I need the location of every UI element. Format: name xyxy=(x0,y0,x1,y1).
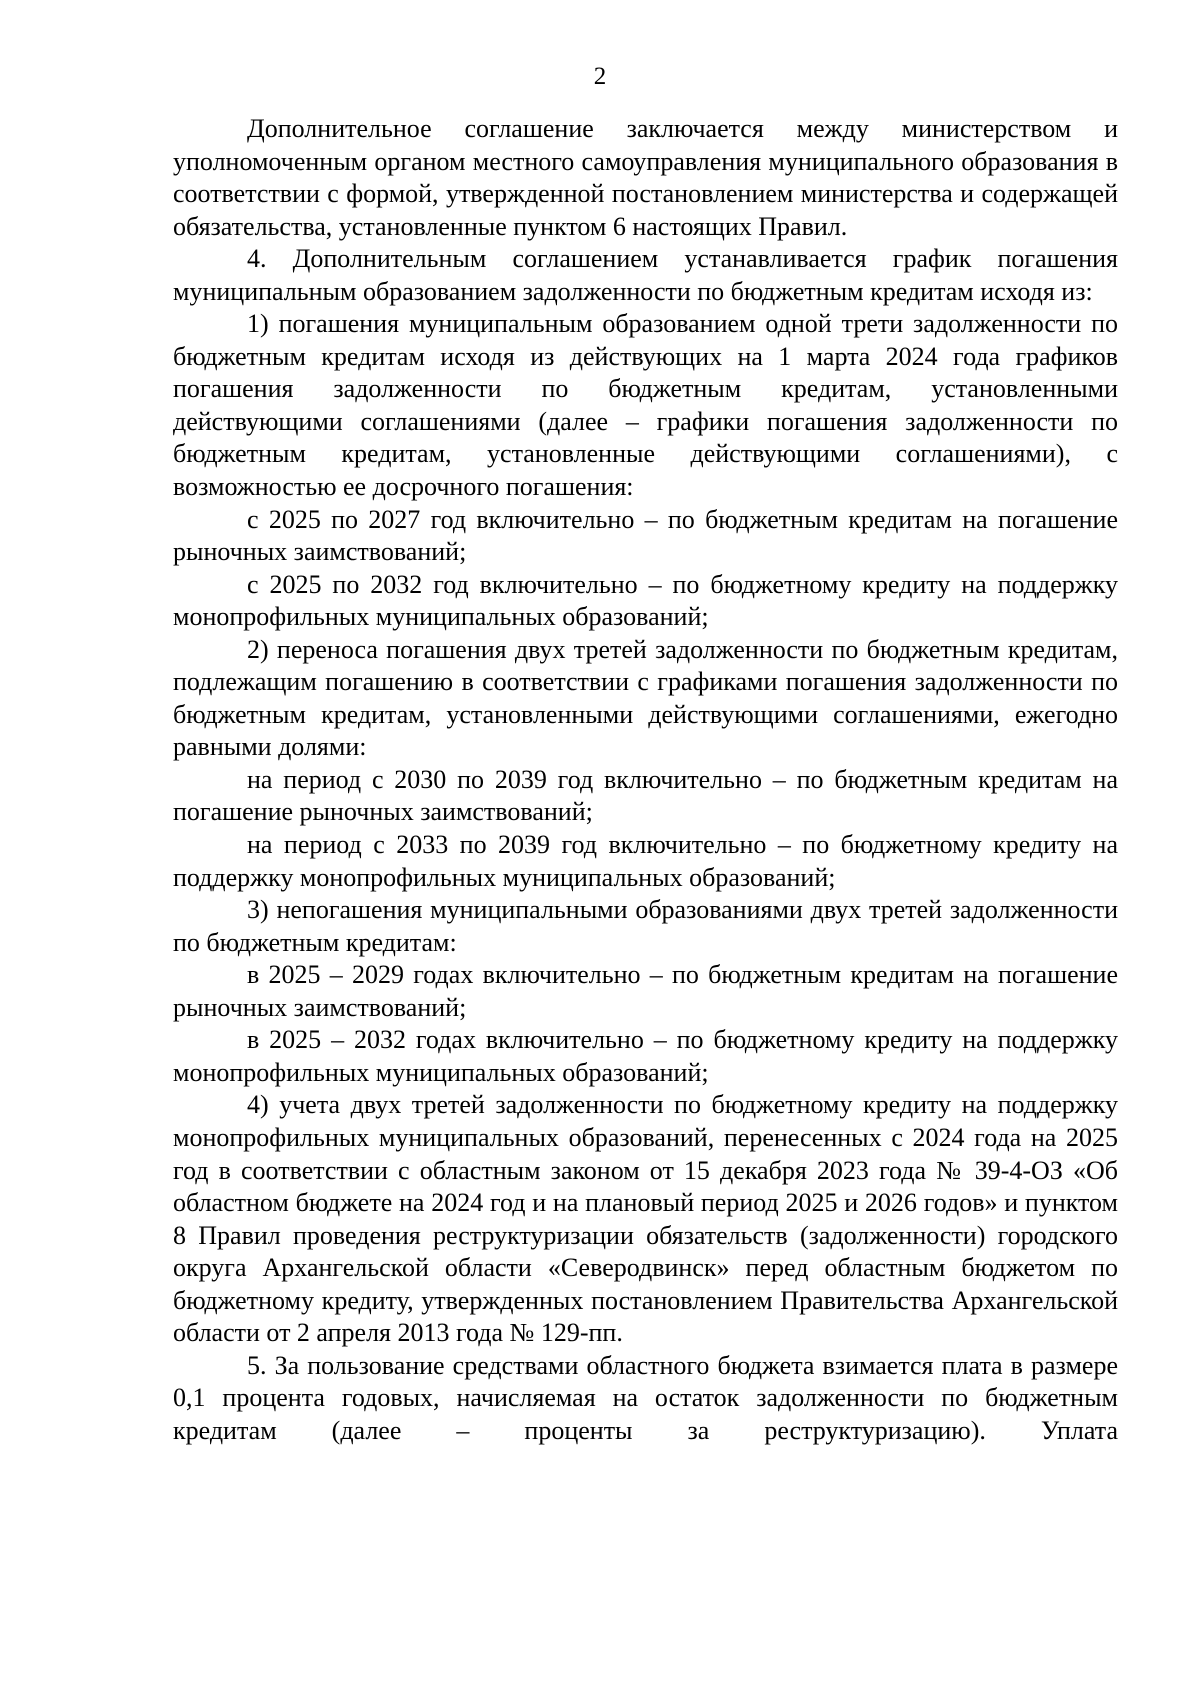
paragraph-subitem-3-market-borrowings: в 2025 – 2029 годах включительно – по бюджетным кредитам на погашение рыночных заимствований; xyxy=(173,960,1118,1022)
paragraph-subitem-1: 1) погашения муниципальным образованием одной трети задолженности по бюджетным кредитам исходя из действующих на 1 марта 2024 года графиков погашения задолженности по бюджетным кредитам, установленными действующими соглашениями (далее – графики погашения задолженности по бюджетным кредитам, установленные действующими соглашениями), с возможностью ее досрочного погашения: xyxy=(173,309,1118,502)
paragraph-subitem-4: 4) учета двух третей задолженности по бюджетному кредиту на поддержку монопрофильных муниципальных образований, перенесенных с 2024 года на 2025 год в соответствии с областным законом от 15 декабря 2023 года № 39-4-ОЗ «Об областном бюджете на 2024 год и на плановый период 2025 и 2026 годов» и пунктом 8 Правил проведения реструктуризации обязательств (задолженности) городского округа Архангельской области «Северодвинск» перед областным бюджетом по бюджетному кредиту, утвержденных постановлением Правительства Архангельской области от 2 апреля 2013 года № 129-пп. xyxy=(173,1090,1118,1348)
paragraph-item-5: 5. За пользование средствами областного бюджета взимается плата в размере 0,1 процента годовых, начисляемая на остаток задолженности по бюджетным кредитам (далее – проценты за реструктуризацию). Уплата xyxy=(173,1350,1118,1445)
paragraph-subitem-2-market-borrowings: на период с 2030 по 2039 год включительно – по бюджетным кредитам на погашение рыночных заимствований; xyxy=(173,764,1118,827)
document-body xyxy=(173,113,1118,1447)
paragraph-subitem-3-monoprofile: в 2025 – 2032 годах включительно – по бюджетному кредиту на поддержку монопрофильных муниципальных образований; xyxy=(173,1025,1118,1087)
paragraph-item-4: 4. Дополнительным соглашением устанавливается график погашения муниципальным образованием задолженности по бюджетным кредитам исходя из: xyxy=(173,244,1118,306)
paragraph-subitem-2-monoprofile: на период с 2033 по 2039 год включительно – по бюджетному кредиту на поддержку монопрофильных муниципальных образований; xyxy=(173,830,1118,892)
paragraph-subitem-1-market-borrowings: с 2025 по 2027 год включительно – по бюджетным кредитам на погашение рыночных заимствований; xyxy=(173,504,1118,567)
paragraph-subitem-2: 2) переноса погашения двух третей задолженности по бюджетным кредитам, подлежащим погашению в соответствии с графиками погашения задолженности по бюджетным кредитам, установленными действующими соглашениями, ежегодно равными долями: xyxy=(173,634,1118,762)
paragraph-subitem-1-monoprofile: с 2025 по 2032 год включительно – по бюджетному кредиту на поддержку монопрофильных муниципальных образований; xyxy=(173,569,1118,632)
page-number: 2 xyxy=(593,63,607,90)
paragraph-additional-agreement: Дополнительное соглашение заключается между министерством и уполномоченным органом местного самоуправления муниципального образования в соответствии с формой, утвержденной постановлением министерства и содержащей обязательства, установленные пунктом 6 настоящих Правил. xyxy=(173,114,1118,241)
paragraph-subitem-3: 3) непогашения муниципальными образованиями двух третей задолженности по бюджетным кредитам: xyxy=(173,895,1118,957)
